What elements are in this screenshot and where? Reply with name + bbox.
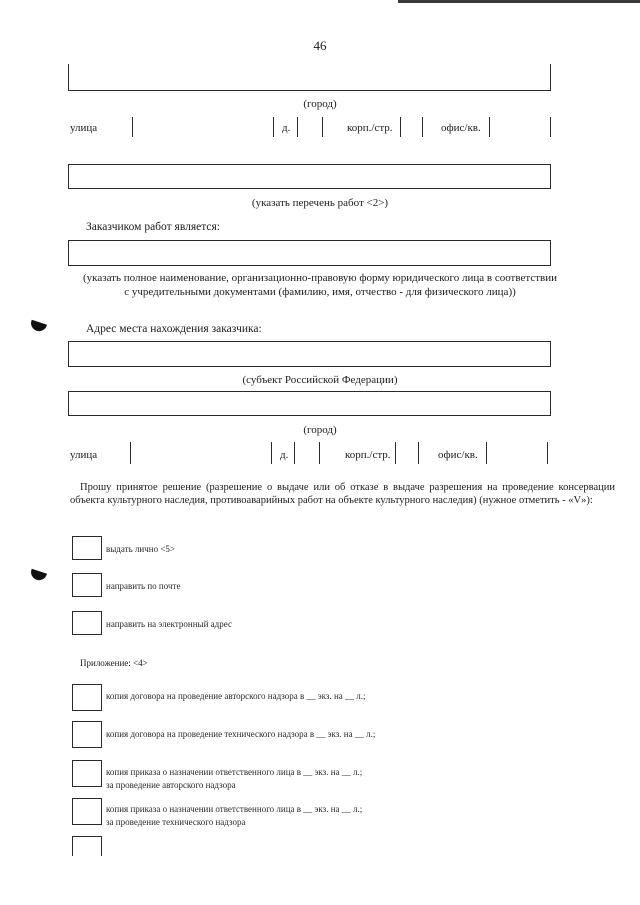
works-list-field[interactable] [68, 164, 551, 189]
house-field-end [322, 117, 323, 137]
street-field-start-2[interactable] [130, 442, 131, 464]
city-field-bottom [68, 90, 551, 91]
delivery-option-label: направить на электронный адрес [106, 619, 232, 629]
building-label: корп./стр. [347, 122, 393, 134]
building-field-start-2[interactable] [395, 442, 396, 464]
customer-name-field[interactable] [68, 240, 551, 266]
house-field-start-2[interactable] [294, 442, 295, 464]
building-field-end [422, 117, 423, 137]
office-label-2: офис/кв. [438, 449, 478, 461]
office-label: офис/кв. [441, 122, 481, 134]
attachment-checkbox[interactable] [72, 684, 102, 711]
office-field-end-2 [547, 442, 548, 464]
customer-heading: Заказчиком работ является: [86, 221, 220, 233]
delivery-email-checkbox[interactable] [72, 611, 102, 635]
attachment-label-line2: за проведение авторского надзора [106, 780, 236, 790]
request-text: Прошу принятое решение (разрешение о выдаче или об отказе в выдаче разрешения на проведение консервации объекта культурного наследия, противоаварийных работ на объекте культурного наследия) (нужное отметить - «V»): [70, 482, 615, 506]
scan-mark [29, 320, 47, 334]
house-label: д. [282, 122, 291, 134]
city-caption-2: (город) [303, 424, 337, 436]
building-field-end-2 [418, 442, 419, 464]
works-caption: (указать перечень работ <2>) [251, 197, 389, 209]
street-label: улица [70, 122, 98, 134]
delivery-option-label: выдать лично <5> [106, 544, 175, 554]
building-label-2: корп./стр. [345, 449, 391, 461]
scan-mark-2 [29, 569, 47, 583]
street-label-2: улица [70, 449, 98, 461]
attachment-label: копия приказа о назначении ответственного лица в __ экз. на __ л.; [106, 804, 363, 814]
customer-caption: (указать полное наименование, организационно-правовую форму юридического лица в соответствии с учредительными документами (фамилию, имя, отчество - для физического лица)) [83, 272, 557, 298]
house-field-end-2 [319, 442, 320, 464]
street-field-end-2 [271, 442, 272, 464]
scan-edge-mark [398, 0, 640, 3]
office-field-end [550, 117, 551, 137]
attachment-label-line2: за проведение технического надзора [106, 817, 246, 827]
attachment-checkbox-partial[interactable] [72, 836, 102, 856]
field-right-edge [550, 64, 551, 90]
field-left-edge [68, 64, 69, 90]
building-field-start[interactable] [400, 117, 401, 137]
attachment-label: копия приказа о назначении ответственного лица в __ экз. на __ л.; [106, 767, 363, 777]
city-field[interactable] [68, 391, 551, 416]
attachment-checkbox[interactable] [72, 798, 102, 825]
region-caption: (субъект Российской Федерации) [242, 374, 398, 386]
attachment-checkbox[interactable] [72, 721, 102, 748]
attachment-checkbox[interactable] [72, 760, 102, 787]
delivery-by-post-checkbox[interactable] [72, 573, 102, 597]
page-number: 46 [313, 38, 327, 53]
attachment-label: копия договора на проведение технического надзора в __ экз. на __ л.; [106, 729, 376, 739]
delivery-in-person-checkbox[interactable] [72, 536, 102, 560]
street-field-end [273, 117, 274, 137]
region-field[interactable] [68, 341, 551, 367]
customer-address-heading: Адрес места нахождения заказчика: [86, 323, 262, 335]
house-label-2: д. [280, 449, 289, 461]
attachment-label: копия договора на проведение авторского надзора в __ экз. на __ л.; [106, 691, 366, 701]
city-caption: (город) [303, 98, 337, 110]
office-field-start-2[interactable] [486, 442, 487, 464]
street-field-start[interactable] [132, 117, 133, 137]
attachments-heading: Приложение: <4> [80, 658, 148, 668]
house-field-start[interactable] [297, 117, 298, 137]
office-field-start[interactable] [489, 117, 490, 137]
delivery-option-label: направить по почте [106, 581, 181, 591]
